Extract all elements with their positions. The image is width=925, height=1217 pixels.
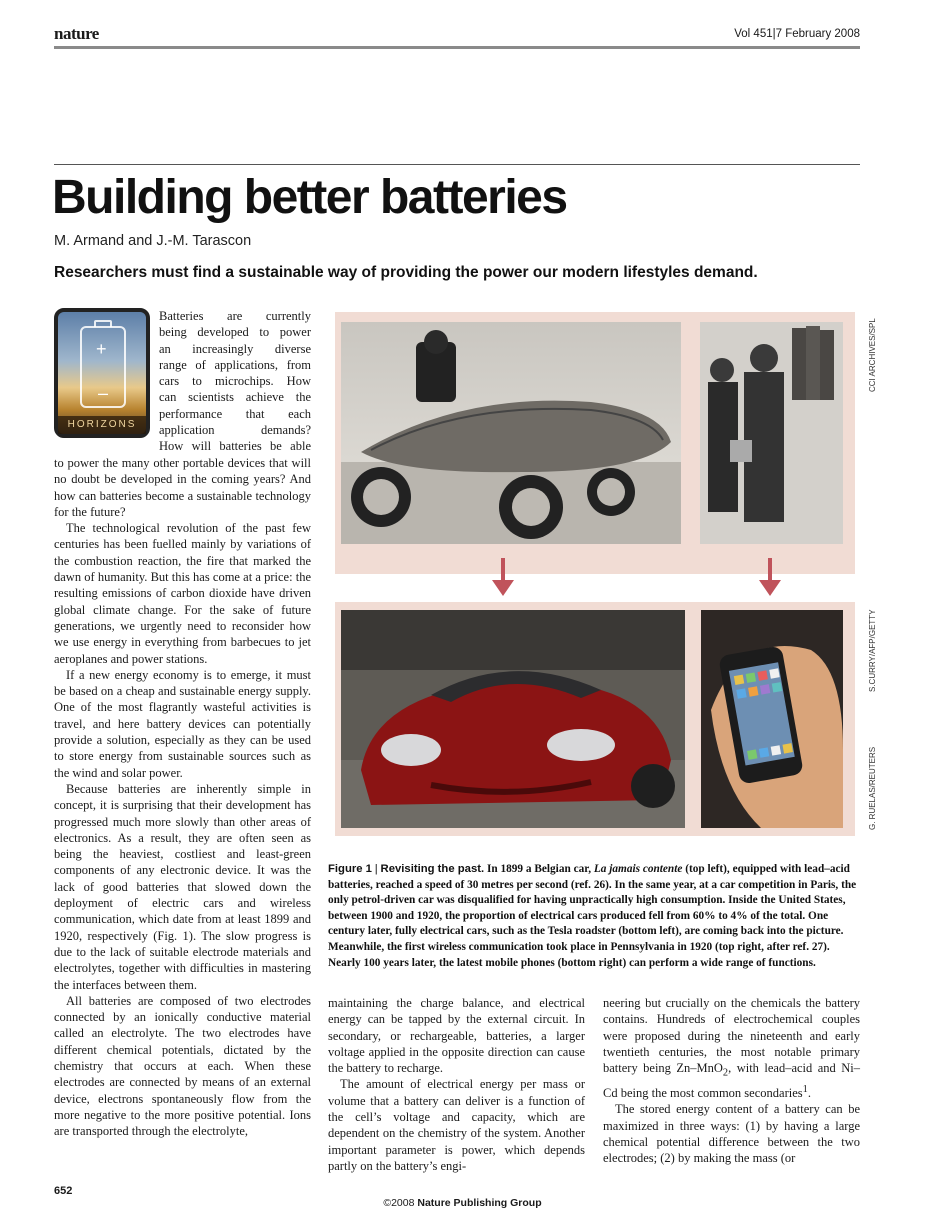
minus-icon: – (98, 383, 109, 403)
caption-separator: | (374, 863, 378, 875)
intro-line: being developed to power (159, 325, 311, 340)
wireless-illustration (700, 322, 843, 544)
column-3 (603, 995, 860, 1175)
copyright (0, 1197, 925, 1209)
paragraph: to power the many other portable devices that will no doubt be developed in the coming years? And how can batteries become a sustainable technology for the future? (54, 456, 311, 519)
paragraph: maintaining the charge balance, and electrical energy can be tapped by the external circuit. In secondary, or rechargeable, batteries, a larger voltage applied in the opposite direction can cause the battery to recharge. (328, 996, 585, 1076)
paragraph: The stored energy content of a battery can be maximized in three ways: (1) by having a large chemical potential difference between the two electrodes; (2) by making the mass (or (603, 1102, 860, 1166)
photo-mobile-phone (701, 610, 843, 828)
photo-electric-car-1899 (341, 322, 681, 544)
caption-label: Figure 1 (328, 863, 372, 875)
column-1 (54, 455, 311, 1139)
paragraph: Because batteries are inherently simple in concept, it is surprising that their development has progressed much more slowly than other areas of electronics. As a result, they are often seen as being the heaviest, costliest and least-green components of any electronic device. It was the lack of good batteries that slowed down the deployment of electric cars and wireless communication, which date from at least 1899 and 1920, respectively (Fig. 1). The slow progress is due to the lack of suitable electrode materials and electrolytes, together with difficulties in mastering the interfaces between them. (54, 781, 311, 992)
article-authors: M. Armand and J.-M. Tarascon (54, 233, 252, 249)
phone-illustration (701, 610, 843, 828)
paragraph: All batteries are composed of two electrodes connected by an ionically conductive material called an electrolyte. The two electrodes have different chemical potentials, dictated by the chemistry that occurs at each. When these electrodes are connected by means of an external device, electrons spontaneously flow from the more negative to the more positive potential. Ions are transported through the electrolyte, (54, 993, 311, 1139)
intro-line: Batteries are currently (159, 309, 311, 323)
subscript: 2 (722, 1067, 729, 1079)
horizons-badge (54, 308, 150, 438)
badge-label: HORIZONS (58, 416, 146, 434)
intro-line: range of applications, from (159, 357, 311, 372)
text-run: . (807, 1086, 811, 1101)
journal-logo: nature (54, 24, 99, 43)
photo-wireless-1920 (700, 322, 843, 544)
intro-line: application demands? (159, 423, 311, 438)
intro-line: performance that each (159, 406, 311, 421)
paragraph: If a new energy economy is to emerge, it must be based on a cheap and sustainable energy supply. One of the most flagrantly wasteful activities is travel, and here battery devices can potentially provide a solution, especially as they can be used to store energy from sustainable sources such as the wind and solar power. (54, 667, 311, 780)
intro-wrap (159, 308, 311, 455)
credit-bottom: G. RUELAS/REUTERS (868, 746, 877, 830)
title-rule (54, 164, 860, 165)
plus-icon: + (96, 339, 107, 359)
masthead-rule (54, 46, 860, 49)
column-2 (328, 995, 585, 1175)
arrow-down-icon (492, 558, 514, 596)
car-1899-illustration (341, 322, 681, 544)
figure-caption (328, 862, 860, 971)
issue-info: Vol 451|7 February 2008 (734, 28, 860, 40)
photo-tesla-roadster (341, 610, 685, 828)
paragraph: The technological revolution of the past few centuries has been fuelled mainly by variations of the combustion reaction, the fire that marked the dawn of humanity. But this has come at a price: the resulting emissions of carbon dioxide have driven global climate change. For the sake of future generations, we urgently need to reconsider how we use energy in everything from barbecues to jet aeroplanes and power stations. (54, 521, 311, 666)
arrow-down-icon (759, 558, 781, 596)
caption-heading: Revisiting the past. (380, 863, 485, 875)
text-run: , with lead–acid and Ni–Cd being the most common secondaries (603, 1061, 860, 1101)
text-run: neering but crucially on the chemicals the battery contains. Hundreds of electrochemical couples were proposed during the nineteenth and early twentieth centuries, the most notable primary battery being Zn–MnO (603, 996, 860, 1076)
caption-text: (top left), equipped with lead–acid batteries, reached a speed of 30 metres per second (ref. 26). In the same year, at a car competition in Paris, the only petrol-driven car was disqualified for having unpractically high consumption. Inside the United States, between 1900 and 1920, the proportion of electrical cars produced fell from 60% to 4% of the total. One century later, fully electrical cars, such as the Tesla roadster (bottom left), are coming back into the picture. Meanwhile, the first wireless communication took place in Pennsylvania in 1920 (top right, after ref. 27). Nearly 100 years later, the latest mobile phones (bottom right) can perform a wide range of functions. (328, 863, 857, 969)
intro-line: can scientists achieve the (159, 390, 311, 405)
article-title: Building better batteries (52, 171, 567, 224)
paragraph (603, 995, 860, 1101)
tesla-illustration (341, 610, 685, 828)
intro-line: an increasingly diverse (159, 341, 311, 356)
copyright-year: ©2008 (383, 1197, 415, 1209)
credit-middle: S.CURRY/AFP/GETTY (868, 609, 877, 692)
caption-text: In 1899 a Belgian car, (486, 863, 592, 875)
article-standfirst: Researchers must find a sustainable way of providing the power our modern lifestyles demand. (54, 264, 758, 281)
reference-superscript: 1 (802, 1083, 808, 1095)
intro-line: How will batteries be able (159, 439, 311, 454)
caption-italic: La jamais contente (593, 863, 683, 875)
page-number: 652 (54, 1185, 73, 1197)
intro-line: cars to microchips. How (159, 374, 311, 389)
publisher-name: Nature Publishing Group (417, 1197, 542, 1209)
paragraph: The amount of electrical energy per mass or volume that a battery can deliver is a function of the cell’s voltage and capacity, which are dependent on the chemistry of the system. Another important parameter is power, which depends partly on the battery’s engi- (328, 1077, 585, 1173)
credit-top: CCI ARCHIVES/SPL (868, 318, 877, 392)
